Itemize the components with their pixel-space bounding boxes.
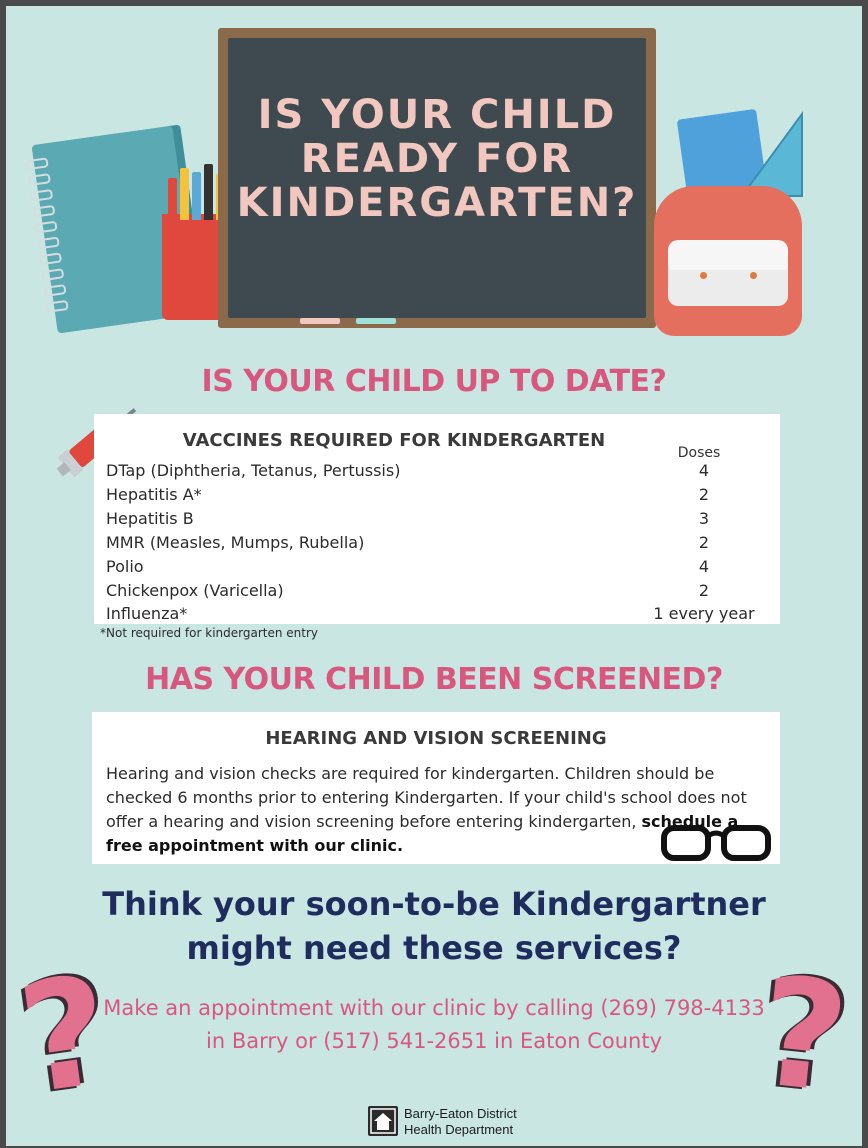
title-line-3: KINDERGARTEN?	[236, 180, 638, 226]
table-row	[106, 557, 766, 581]
vaccine-doses: 2	[698, 533, 710, 552]
vaccine-name: Chickenpox (Varicella)	[106, 581, 284, 600]
screening-body: Hearing and vision checks are required for kindergarten. Children should be checked 6 months prior to entering Kindergarten. If your child's school does not offer a hearing and vision screening before entering kindergarten,	[106, 764, 747, 831]
backpack-illustration	[654, 186, 802, 336]
house-logo-icon	[368, 1106, 398, 1136]
flyer-page	[6, 6, 862, 1146]
health-department-logo	[368, 1104, 568, 1140]
vaccine-name: DTap (Diphtheria, Tetanus, Pertussis)	[106, 461, 401, 480]
vaccine-doses: 2	[698, 581, 710, 600]
services-heading-line-2: might need these services?	[186, 929, 682, 967]
vaccine-name: Hepatitis B	[106, 509, 194, 528]
vaccine-name: MMR (Measles, Mumps, Rubella)	[106, 533, 365, 552]
page-title	[228, 93, 646, 225]
question-mark-icon: ?	[9, 943, 121, 1129]
appointment-line-2: in Barry or (517) 541-2651 in Eaton County	[206, 1029, 662, 1053]
vaccine-table-title: VACCINES REQUIRED FOR KINDERGARTEN	[182, 430, 606, 451]
footnote: *Not required for kindergarten entry	[100, 626, 318, 640]
chalk-teal	[356, 318, 396, 324]
vaccine-name: Polio	[106, 557, 144, 576]
screening-call-to-action: schedule a free appointment with our clinic.	[106, 812, 739, 855]
question-mark-icon: ?	[750, 944, 856, 1128]
appointment-line-1: Make an appointment with our clinic by calling (269) 798-4133	[103, 996, 765, 1020]
vaccine-name: Influenza*	[106, 604, 188, 623]
screening-box-title: HEARING AND VISION SCREENING	[265, 728, 607, 749]
table-row	[106, 509, 766, 533]
table-row	[106, 485, 766, 509]
uptodate-heading: IS YOUR CHILD UP TO DATE?	[201, 364, 667, 399]
chalkboard-surface	[228, 38, 646, 318]
table-row	[106, 461, 766, 485]
appointment-info	[6, 992, 862, 1058]
logo-line-2: Health Department	[404, 1122, 514, 1137]
vaccine-doses: 4	[698, 557, 710, 576]
screened-heading: HAS YOUR CHILD BEEN SCREENED?	[145, 662, 723, 697]
vaccine-doses: 1 every year	[653, 604, 755, 623]
table-row	[106, 581, 766, 605]
table-row	[106, 604, 766, 628]
table-row	[106, 533, 766, 557]
vaccine-table	[94, 414, 780, 624]
vaccine-name: Hepatitis A*	[106, 485, 202, 504]
title-line-1: IS YOUR CHILD	[257, 92, 617, 138]
services-heading-line-1: Think your soon-to-be Kindergartner	[102, 885, 766, 923]
chalkboard	[218, 28, 656, 328]
vaccine-doses: 2	[698, 485, 710, 504]
services-heading	[6, 882, 862, 970]
doses-column-header: Doses	[677, 445, 721, 461]
glasses-icon	[660, 822, 772, 862]
logo-line-1: Barry-Eaton District	[404, 1106, 517, 1121]
title-line-2: READY FOR	[300, 136, 574, 182]
vaccine-doses: 4	[698, 461, 710, 480]
chalk-pink	[300, 318, 340, 324]
logo-text	[404, 1106, 517, 1138]
screening-box	[92, 712, 780, 864]
vaccine-doses: 3	[698, 509, 710, 528]
